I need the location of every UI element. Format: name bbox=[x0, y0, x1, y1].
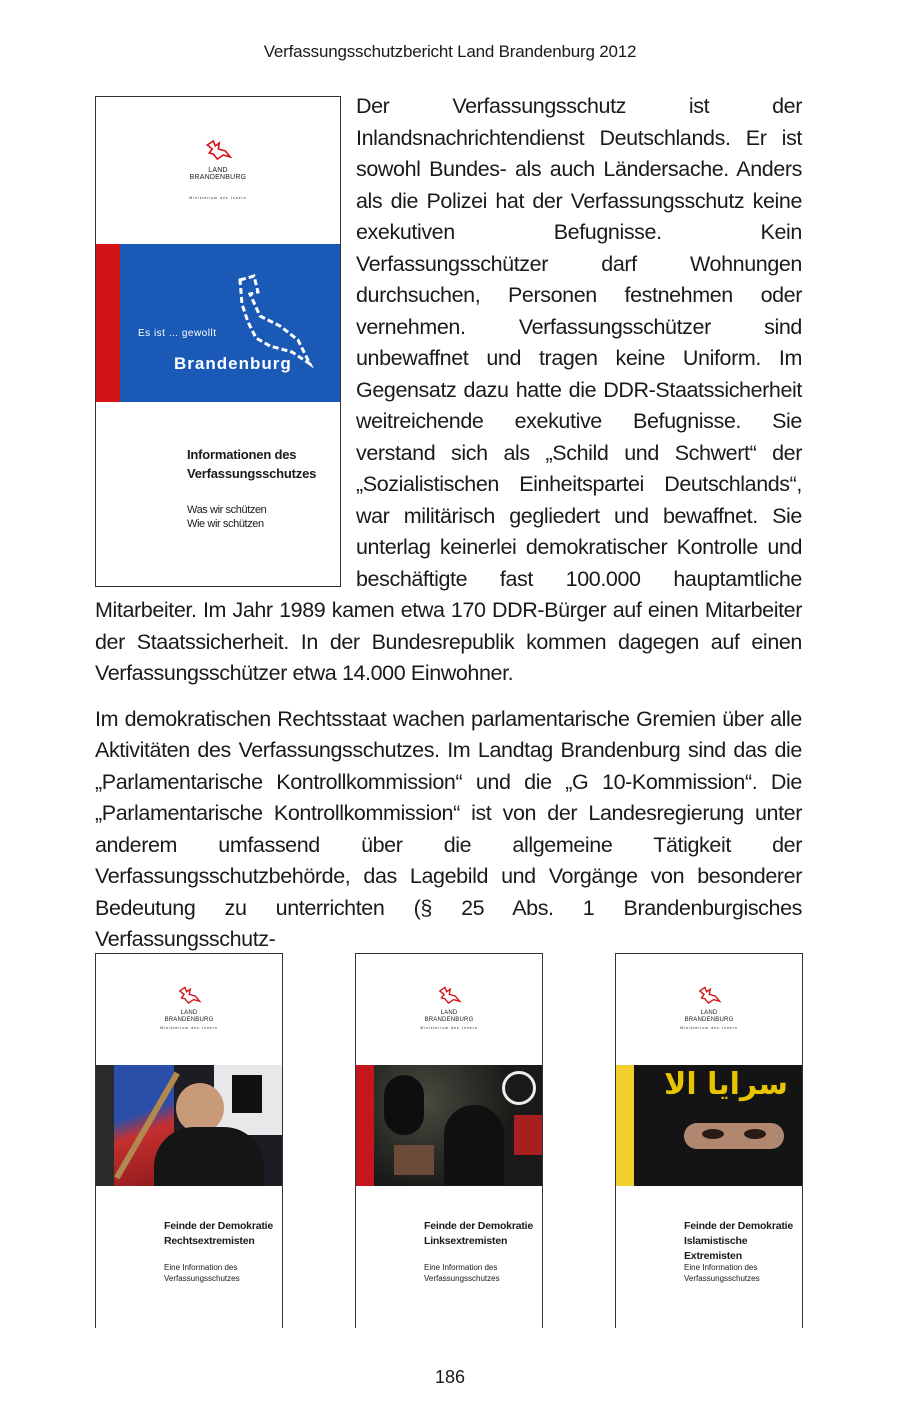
logo-land: LAND bbox=[208, 167, 228, 174]
cover-band bbox=[356, 1065, 542, 1186]
brandenburg-logo: LAND BRANDENBURG Ministerium des Innern bbox=[680, 984, 737, 1030]
paragraph-1: Der Verfassungsschutz ist der Inlandsnachrichtendienst Deutschlands. Er ist sowohl Bundes- als auch Ländersache. Anders als die Polizei hat der Verfassungsschutz keine exekutiven Befugnisse. Kein Verfassungsschützer darf Wohnungen durchsuchen, Personen festnehmen oder vernehmen. Verfassungsschützer sind unbewaffnet und tragen keine Uniform. Im Gegensatz dazu hatte die DDR-Staatssicherheit weitreichende exekutive Befugnisse. Sie verstand sich als „Schild und Schwert“ der „Sozialistischen Einheitspartei Deutschlands“, war militärisch gegliedert und bewaffnet. Sie unterlag keinerlei demokratischer Kontrolle und beschäftigte fast 100.000 hauptamtliche Mitarbeiter. Im Jahr 1989 kamen etwa 170 DDR-Bürger auf einen Mitarbeiter der Staatssicherheit. In der Bundesrepublik kommen dagegen auf einen Verfassungsschützer etwa 14.000 Einwohner. bbox=[95, 94, 802, 685]
brochure-cover-rechtsextremisten bbox=[95, 953, 283, 1328]
cover-title: Informationen des Verfassungsschutzes bbox=[187, 447, 317, 481]
page-number: 186 bbox=[434, 1367, 466, 1387]
cover-slogan: Es ist ... gewollt bbox=[138, 328, 217, 339]
blue-panel bbox=[120, 244, 340, 402]
cover-band bbox=[96, 244, 340, 402]
brochure-cover-main bbox=[95, 96, 341, 587]
red-stripe bbox=[96, 244, 120, 402]
brochure-cover-islamisten bbox=[615, 953, 803, 1328]
cover-title: Feinde der Demokratie Linksextremisten bbox=[424, 1220, 534, 1247]
cover-title: Feinde der Demokratie Rechtsextremisten bbox=[164, 1220, 274, 1247]
cover-subtitle: Was wir schützen Wie wir schützen bbox=[187, 504, 267, 530]
color-stripe bbox=[96, 1065, 114, 1186]
eagle-icon bbox=[203, 137, 233, 167]
cover-subtitle: Eine Information des Verfassungsschutzes bbox=[684, 1263, 760, 1283]
eagle-icon bbox=[436, 984, 462, 1010]
cover-title: Feinde der Demokratie Islamistische Extremisten bbox=[684, 1220, 794, 1262]
paragraph-2: Im demokratischen Rechtsstaat wachen parlamentarische Gremien über alle Aktivitäten des Verfassungsschutzes. Im Landtag Brandenburg sind das die „Parlamentarische Kontrollkommission“ und die „G 10-Kommission“. Die „Parlamentarische Kontrollkommission“ ist von der Landesregierung unter anderem umfassend über die allgemeine Tätigkeit der Verfassungsschutzbehörde, das Lagebild und Vorgänge von besonderer Bedeutung zu unterrichten (§ 25 Abs. 1 Brandenburgisches Verfassungsschutz- bbox=[95, 706, 802, 951]
cover-band bbox=[96, 1065, 282, 1186]
photo-veiled-person bbox=[634, 1065, 802, 1186]
eagle-icon bbox=[176, 984, 202, 1010]
logo-ministry: Ministerium des Innern bbox=[189, 196, 247, 200]
running-header: Verfassungsschutzbericht Land Brandenburg 2012 bbox=[263, 42, 637, 61]
color-stripe bbox=[616, 1065, 634, 1186]
body-text bbox=[95, 91, 802, 970]
banner-arabic-text: سرايا الا bbox=[664, 1067, 789, 1102]
brochure-cover-linksextremisten bbox=[355, 953, 543, 1328]
cover-subtitle: Eine Information des Verfassungsschutzes bbox=[164, 1263, 240, 1283]
logo-brandenburg: BRANDENBURG bbox=[189, 174, 247, 181]
cover-band bbox=[616, 1065, 802, 1186]
brandenburg-logo: LAND BRANDENBURG Ministerium des Innern bbox=[420, 984, 477, 1030]
photo-skinhead bbox=[114, 1065, 282, 1186]
eagle-icon bbox=[696, 984, 722, 1010]
cover-brand: Brandenburg bbox=[174, 354, 292, 373]
photo-black-bloc bbox=[374, 1065, 542, 1186]
brandenburg-logo: LAND BRANDENBURG Ministerium des Innern bbox=[160, 984, 217, 1030]
cover-subtitle: Eine Information des Verfassungsschutzes bbox=[424, 1263, 500, 1283]
color-stripe bbox=[356, 1065, 374, 1186]
brandenburg-logo bbox=[189, 137, 246, 215]
